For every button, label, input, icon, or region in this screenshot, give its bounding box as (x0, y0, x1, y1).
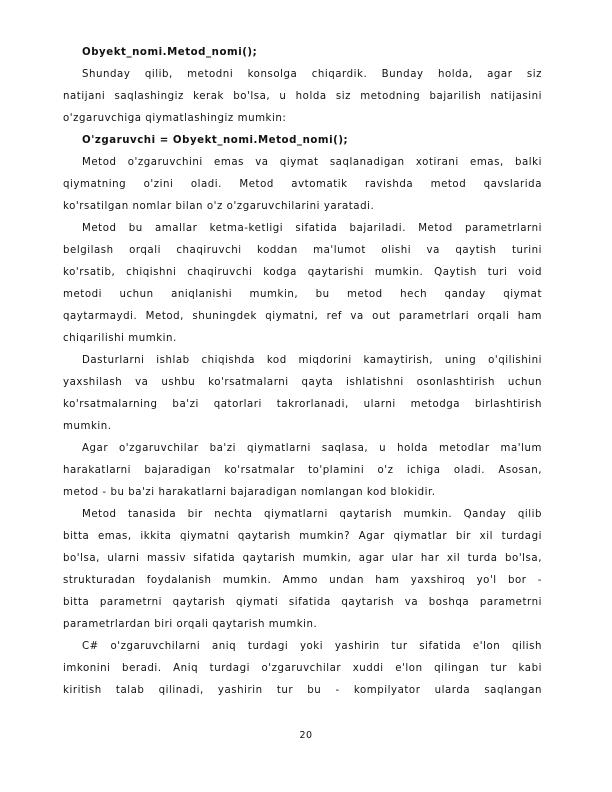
text-line: chiqarilishi mumkin. (63, 333, 177, 344)
text-line: yaxshilash va ushbu ko'rsatmalarni qayta ishlatishni osonlashtirish uchun (63, 377, 542, 388)
text-line: Dasturlarni ishlab chiqishda kod miqdorini kamaytirish, uning o'qilishini (82, 355, 542, 366)
text-line: ko'rsatilgan nomlar bilan o'z o'zgaruvchilarini yaratadi. (63, 201, 375, 212)
text-line: parametrlardan biri orqali qaytarish mumkin. (63, 619, 318, 630)
text-line: metodi uchun aniqlanishi mumkin, bu metod hech qanday qiymat (63, 289, 542, 300)
text-line: ko'rsatib, chiqishni chaqiruvchi kodga qaytarishi mumkin. Qaytish turi void (63, 267, 542, 278)
document-page (63, 42, 542, 702)
page-number: 20 (299, 730, 313, 741)
text-line: Metod tanasida bir nechta qiymatlarni qaytarish mumkin. Qanday qilib (82, 509, 542, 520)
text-line: o'zgaruvchiga qiymatlashingiz mumkin: (63, 113, 287, 124)
text-line: natijani saqlashingiz kerak bo'lsa, u holda siz metodning bajarilish natijasini (63, 91, 542, 102)
text-line: mumkin. (63, 421, 112, 432)
text-line: belgilash orqali chaqiruvchi koddan ma'lumot olishi va qaytish turini (63, 245, 542, 256)
text-line: kiritish talab qilinadi, yashirin tur bu - kompilyator ularda saqlangan (63, 685, 542, 696)
text-line: C# o'zgaruvchilarni aniq turdagi yoki yashirin tur sifatida e'lon qilish (82, 641, 542, 652)
text-line: ko'rsatmalarning ba'zi qatorlari takrorlanadi, ularni metodga birlashtirish (63, 399, 542, 410)
code-line: Obyekt_nomi.Metod_nomi(); (82, 47, 258, 58)
text-line: Metod bu amallar ketma-ketligi sifatida bajariladi. Metod parametrlarni (82, 223, 542, 234)
text-line: metod - bu ba'zi harakatlarni bajaradigan nomlangan kod blokidir. (63, 487, 436, 498)
text-line: imkonini beradi. Aniq turdagi o'zgaruvchilar xuddi e'lon qilingan tur kabi (63, 663, 542, 674)
text-line: Agar o'zgaruvchilar ba'zi qiymatlarni saqlasa, u holda metodlar ma'lum (82, 443, 542, 454)
text-line: bitta parametrni qaytarish qiymati sifatida qaytarish va boshqa parametrni (63, 597, 542, 608)
text-line: harakatlarni bajaradigan ko'rsatmalar to'plamini o'z ichiga oladi. Asosan, (63, 465, 542, 476)
text-line: Shunday qilib, metodni konsolga chiqardik. Bunday holda, agar siz (82, 69, 542, 80)
text-line: Metod o'zgaruvchini emas va qiymat saqlanadigan xotirani emas, balki (82, 157, 542, 168)
text-line: qaytarmaydi. Metod, shuningdek qiymatni, ref va out parametrlari orqali ham (63, 311, 542, 322)
text-line: bitta emas, ikkita qiymatni qaytarish mumkin? Agar qiymatlar bir xil turdagi (63, 531, 542, 542)
code-line: O'zgaruvchi = Obyekt_nomi.Metod_nomi(); (82, 135, 349, 146)
text-line: strukturadan foydalanish mumkin. Ammo undan ham yaxshiroq yo'l bor - (63, 575, 542, 586)
text-line: qiymatning o'zini oladi. Metod avtomatik ravishda metod qavslarida (63, 179, 542, 190)
text-line: bo'lsa, ularni massiv sifatida qaytarish mumkin, agar ular har xil turda bo'lsa, (63, 553, 542, 564)
